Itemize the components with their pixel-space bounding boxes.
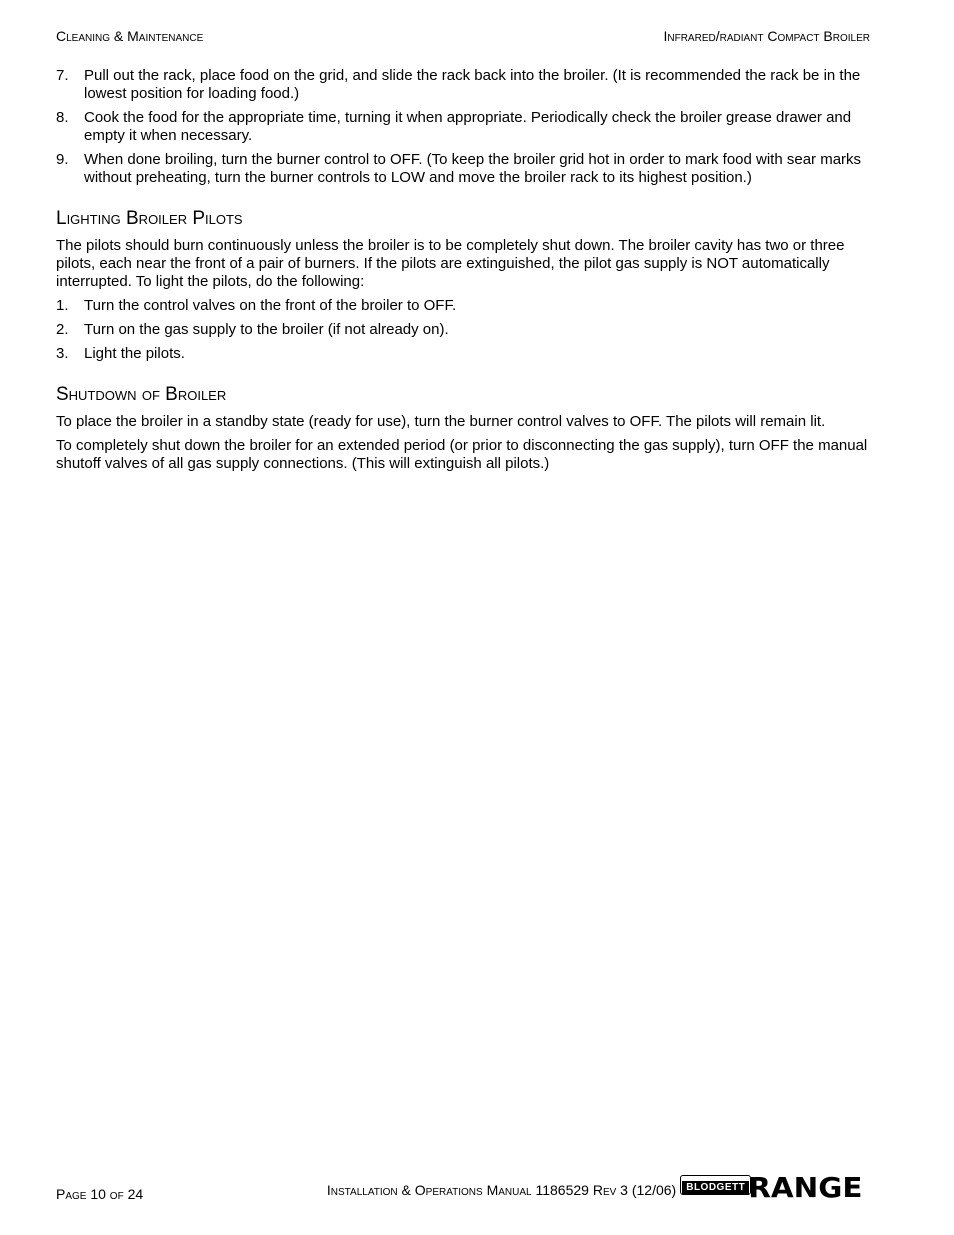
shutdown-heading: Shutdown of Broiler: [56, 384, 227, 405]
step-number: 7.: [56, 67, 69, 84]
lighting-pilots-heading: Lighting Broiler Pilots: [56, 208, 243, 229]
step-text: Cook the food for the appropriate time, turning it when appropriate. Periodically check the broiler grease drawer and empty it when necessary.: [84, 109, 852, 144]
step-number: 9.: [56, 151, 69, 168]
step-text: Turn on the gas supply to the broiler (if not already on).: [84, 321, 449, 338]
footer-right: [326, 1171, 863, 1204]
page-content: [56, 67, 870, 479]
list-item: [56, 297, 870, 315]
list-item: [56, 67, 870, 103]
step-number: 8.: [56, 109, 69, 126]
step-text: Pull out the rack, place food on the grid, and slide the rack back into the broiler. (It is recommended the rack be in the lowest position for loading food.): [84, 67, 861, 102]
step-text: Light the pilots.: [84, 345, 185, 362]
header-product-title: Infrared/radiant Compact Broiler: [663, 28, 870, 44]
step-number: 1.: [56, 297, 69, 314]
list-item: [56, 151, 870, 187]
lighting-intro-paragraph: The pilots should burn continuously unless the broiler is to be completely shut down. The broiler cavity has two or three pilots, each near the front of a pair of burners. If the pilots are extinguished, the pilot gas supply is NOT automatically interrupted. To light the pilots, do the following:: [56, 237, 845, 290]
lighting-steps-list: [56, 297, 870, 363]
blodgett-badge-text: BLODGETT: [682, 1181, 749, 1194]
broiling-steps-list: [56, 67, 870, 187]
list-item: [56, 109, 870, 145]
step-number: 3.: [56, 345, 69, 362]
page-header: [56, 28, 870, 46]
step-text: When done broiling, turn the burner control to OFF. (To keep the broiler grid hot in order to mark food with sear marks without preheating, turn the burner controls to LOW and move the broiler rack to its highest position.): [84, 151, 862, 186]
blodgett-badge: [680, 1175, 751, 1195]
shutdown-complete-paragraph: To completely shut down the broiler for an extended period (or prior to disconnecting the gas supply), turn OFF the manual shutoff valves of all gas supply connections. (This will extinguish all pilots.): [56, 437, 868, 472]
step-number: 2.: [56, 321, 69, 338]
page-number: Page 10 of 24: [56, 1186, 144, 1202]
manual-reference: Installation & Operations Manual 1186529 Rev 3 (12/06): [326, 1182, 677, 1198]
range-wordmark: RANGE: [748, 1171, 863, 1204]
list-item: [56, 345, 870, 363]
blodgett-range-logo: [680, 1171, 863, 1204]
shutdown-standby-paragraph: To place the broiler in a standby state (ready for use), turn the burner control valves to OFF. The pilots will remain lit.: [56, 413, 826, 430]
step-text: Turn the control valves on the front of the broiler to OFF.: [84, 297, 457, 314]
list-item: [56, 321, 870, 339]
header-section-title: Cleaning & Maintenance: [56, 28, 204, 44]
page-footer: [56, 1171, 870, 1205]
